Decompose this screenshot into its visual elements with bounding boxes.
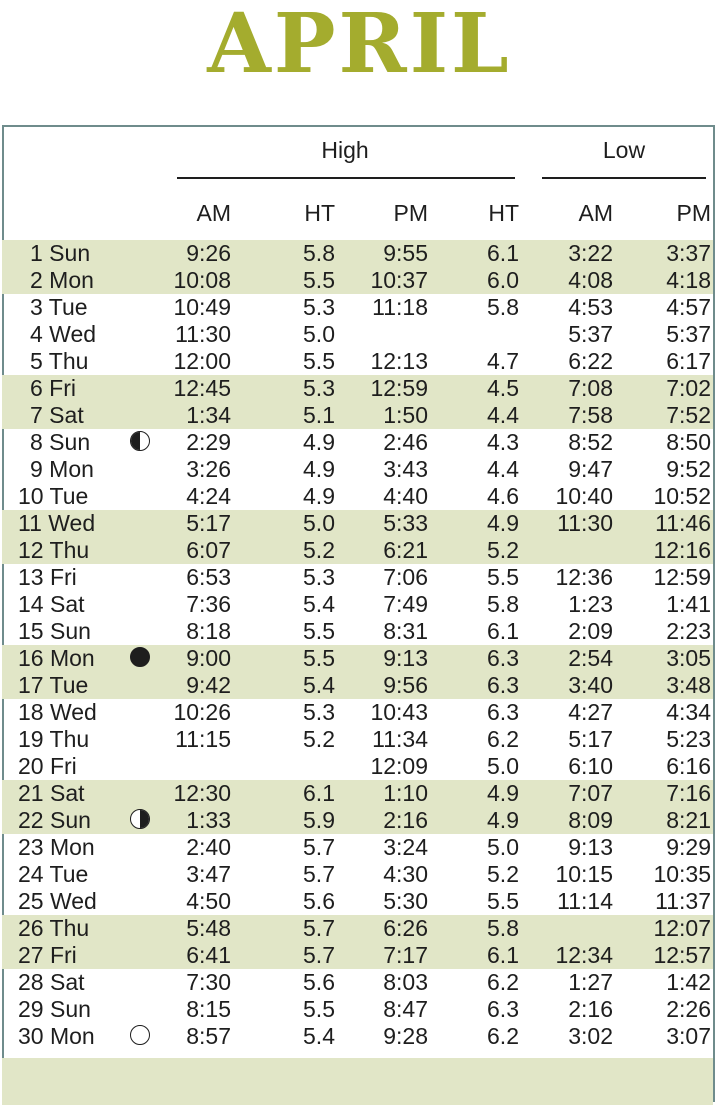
high-am-time: 3:26 xyxy=(186,456,231,482)
col-header-high-am-ht: HT xyxy=(304,200,335,226)
high-am-height: 5.1 xyxy=(303,402,335,428)
high-am-time: 9:42 xyxy=(186,672,231,698)
high-am-height: 4.9 xyxy=(303,456,335,482)
high-am-height: 5.5 xyxy=(303,348,335,374)
low-pm-time: 1:42 xyxy=(666,969,711,995)
high-pm-time: 8:31 xyxy=(383,618,428,644)
low-pm-time: 6:16 xyxy=(666,753,711,779)
high-pm-height: 5.8 xyxy=(487,294,519,320)
high-am-time: 4:24 xyxy=(186,483,231,509)
low-pm-time: 2:23 xyxy=(666,618,711,644)
low-group-header: Low xyxy=(602,137,646,163)
day-label: 29 Sun xyxy=(18,996,91,1022)
high-pm-height: 6.3 xyxy=(487,672,519,698)
low-pm-time: 7:52 xyxy=(666,402,711,428)
day-label: 16 Mon xyxy=(18,645,95,671)
table-row xyxy=(0,888,719,915)
high-am-time: 7:36 xyxy=(186,591,231,617)
high-am-time: 11:15 xyxy=(175,726,231,752)
high-pm-height: 4.9 xyxy=(487,510,519,536)
day-label: 12 Thu xyxy=(18,537,90,563)
high-am-height: 5.5 xyxy=(303,645,335,671)
low-am-time: 5:17 xyxy=(568,726,613,752)
low-am-time: 10:15 xyxy=(555,861,613,887)
moon-phase-full-icon xyxy=(130,1025,150,1045)
high-pm-time: 11:34 xyxy=(372,726,428,752)
table-row xyxy=(0,402,719,429)
low-pm-time: 4:18 xyxy=(666,267,711,293)
low-am-time: 11:14 xyxy=(557,888,613,914)
day-label: 27 Fri xyxy=(18,942,77,968)
low-pm-time: 12:07 xyxy=(653,915,711,941)
high-am-time: 8:15 xyxy=(186,996,231,1022)
low-am-time: 4:08 xyxy=(568,267,613,293)
high-am-height: 5.7 xyxy=(303,861,335,887)
col-header-low-pm: PM xyxy=(676,200,711,226)
high-am-height: 5.6 xyxy=(303,969,335,995)
high-pm-time: 9:55 xyxy=(383,240,428,266)
high-pm-height: 4.7 xyxy=(487,348,519,374)
month-title: APRIL xyxy=(207,0,512,92)
high-pm-time: 6:26 xyxy=(383,915,428,941)
high-pm-time: 11:18 xyxy=(372,294,428,320)
high-pm-height: 5.8 xyxy=(487,591,519,617)
low-am-time: 12:36 xyxy=(555,564,613,590)
low-am-time: 7:08 xyxy=(568,375,613,401)
table-row xyxy=(0,915,719,942)
high-pm-height: 5.5 xyxy=(487,888,519,914)
high-pm-time: 1:50 xyxy=(383,402,428,428)
low-pm-time: 3:07 xyxy=(666,1023,711,1049)
high-pm-time: 7:49 xyxy=(383,591,428,617)
high-pm-time: 5:30 xyxy=(383,888,428,914)
day-label: 28 Sat xyxy=(18,969,85,995)
table-row xyxy=(0,969,719,996)
high-am-height: 5.7 xyxy=(303,915,335,941)
high-am-height: 5.0 xyxy=(303,510,335,536)
day-label: 2 Mon xyxy=(30,267,94,293)
table-row xyxy=(0,699,719,726)
high-am-time: 10:26 xyxy=(173,699,231,725)
high-pm-time: 5:33 xyxy=(383,510,428,536)
high-pm-time: 12:09 xyxy=(370,753,428,779)
low-pm-time: 12:57 xyxy=(653,942,711,968)
low-pm-time: 4:57 xyxy=(666,294,711,320)
moon-phase-first-quarter-icon xyxy=(130,809,150,829)
table-row xyxy=(0,942,719,969)
high-am-height: 5.4 xyxy=(303,1023,335,1049)
high-am-height: 5.3 xyxy=(303,294,335,320)
high-am-time: 12:00 xyxy=(173,348,231,374)
day-label: 13 Fri xyxy=(18,564,77,590)
table-row xyxy=(0,294,719,321)
low-am-time: 12:34 xyxy=(555,942,613,968)
day-label: 1 Sun xyxy=(30,240,91,266)
table-row xyxy=(0,456,719,483)
high-am-time: 8:18 xyxy=(186,618,231,644)
high-pm-height: 4.5 xyxy=(487,375,519,401)
low-pm-time: 9:29 xyxy=(666,834,711,860)
high-pm-time: 7:06 xyxy=(383,564,428,590)
high-am-height: 5.4 xyxy=(303,591,335,617)
high-am-time: 5:17 xyxy=(186,510,231,536)
high-am-time: 6:07 xyxy=(186,537,231,563)
low-pm-time: 5:37 xyxy=(666,321,711,347)
low-pm-time: 12:16 xyxy=(653,537,711,563)
high-am-time: 11:30 xyxy=(175,321,231,347)
table-row xyxy=(0,780,719,807)
high-pm-height: 5.2 xyxy=(487,861,519,887)
high-pm-height: 4.9 xyxy=(487,807,519,833)
high-am-height: 5.3 xyxy=(303,375,335,401)
day-label: 23 Mon xyxy=(18,834,95,860)
table-row xyxy=(0,753,719,780)
low-am-time: 3:40 xyxy=(568,672,613,698)
high-pm-time: 7:17 xyxy=(383,942,428,968)
table-row xyxy=(0,645,719,672)
high-pm-time: 6:21 xyxy=(383,537,428,563)
day-label: 14 Sat xyxy=(18,591,85,617)
low-pm-time: 10:35 xyxy=(653,861,711,887)
high-pm-height: 5.8 xyxy=(487,915,519,941)
low-pm-time: 3:05 xyxy=(666,645,711,671)
high-am-time: 6:41 xyxy=(186,942,231,968)
high-pm-height: 5.5 xyxy=(487,564,519,590)
high-pm-height: 6.0 xyxy=(487,267,519,293)
high-pm-time: 9:56 xyxy=(383,672,428,698)
high-am-time: 1:33 xyxy=(186,807,231,833)
high-am-height: 5.7 xyxy=(303,942,335,968)
table-row xyxy=(0,537,719,564)
day-label: 4 Wed xyxy=(30,321,97,347)
high-pm-height: 6.1 xyxy=(487,942,519,968)
low-pm-time: 8:50 xyxy=(666,429,711,455)
high-pm-height: 6.3 xyxy=(487,996,519,1022)
low-group-rule xyxy=(542,177,706,179)
table-row xyxy=(0,510,719,537)
high-am-time: 3:47 xyxy=(186,861,231,887)
high-pm-height: 4.4 xyxy=(487,456,519,482)
high-am-height: 5.8 xyxy=(303,240,335,266)
high-am-height: 5.3 xyxy=(303,699,335,725)
high-pm-time: 8:47 xyxy=(383,996,428,1022)
low-pm-time: 9:52 xyxy=(666,456,711,482)
low-pm-time: 7:16 xyxy=(666,780,711,806)
high-am-height: 5.5 xyxy=(303,267,335,293)
day-label: 30 Mon xyxy=(18,1023,95,1049)
table-row xyxy=(0,483,719,510)
high-am-time: 9:00 xyxy=(186,645,231,671)
day-label: 26 Thu xyxy=(18,915,90,941)
high-am-time: 5:48 xyxy=(186,915,231,941)
day-label: 17 Tue xyxy=(18,672,89,698)
high-pm-height: 4.3 xyxy=(487,429,519,455)
high-pm-height: 5.0 xyxy=(487,834,519,860)
low-am-time: 2:54 xyxy=(568,645,613,671)
high-pm-time: 3:43 xyxy=(383,456,428,482)
low-pm-time: 11:46 xyxy=(655,510,711,536)
day-label: 22 Sun xyxy=(18,807,91,833)
high-pm-time: 2:46 xyxy=(383,429,428,455)
low-am-time: 7:58 xyxy=(568,402,613,428)
low-pm-time: 1:41 xyxy=(666,591,711,617)
high-am-height: 4.9 xyxy=(303,429,335,455)
high-am-time: 2:40 xyxy=(186,834,231,860)
low-am-time: 2:09 xyxy=(568,618,613,644)
footer-shading-band xyxy=(2,1058,713,1105)
low-am-time: 3:22 xyxy=(568,240,613,266)
high-group-rule xyxy=(177,177,515,179)
low-pm-time: 3:37 xyxy=(666,240,711,266)
high-am-height: 5.3 xyxy=(303,564,335,590)
high-pm-time: 9:28 xyxy=(383,1023,428,1049)
high-pm-height: 5.0 xyxy=(487,753,519,779)
day-label: 18 Wed xyxy=(18,699,97,725)
col-header-high-am: AM xyxy=(196,200,231,226)
low-am-time: 6:22 xyxy=(568,348,613,374)
table-row xyxy=(0,672,719,699)
high-pm-time: 10:37 xyxy=(370,267,428,293)
high-pm-time: 12:13 xyxy=(370,348,428,374)
low-pm-time: 12:59 xyxy=(653,564,711,590)
high-am-time: 12:30 xyxy=(173,780,231,806)
day-label: 5 Thu xyxy=(30,348,89,374)
low-am-time: 6:10 xyxy=(568,753,613,779)
low-pm-time: 5:23 xyxy=(666,726,711,752)
day-label: 25 Wed xyxy=(18,888,97,914)
low-am-time: 7:07 xyxy=(568,780,613,806)
low-am-time: 4:27 xyxy=(568,699,613,725)
table-row xyxy=(0,267,719,294)
day-label: 7 Sat xyxy=(30,402,84,428)
high-pm-time: 2:16 xyxy=(383,807,428,833)
low-pm-time: 8:21 xyxy=(666,807,711,833)
day-label: 8 Sun xyxy=(30,429,91,455)
low-pm-time: 7:02 xyxy=(666,375,711,401)
high-pm-time: 9:13 xyxy=(383,645,428,671)
table-row xyxy=(0,807,719,834)
low-pm-time: 3:48 xyxy=(666,672,711,698)
high-am-height: 5.2 xyxy=(303,726,335,752)
low-am-time: 1:27 xyxy=(568,969,613,995)
high-am-time: 7:30 xyxy=(186,969,231,995)
high-pm-height: 6.1 xyxy=(487,240,519,266)
table-row xyxy=(0,861,719,888)
high-pm-height: 6.2 xyxy=(487,726,519,752)
low-am-time: 3:02 xyxy=(568,1023,613,1049)
high-pm-time: 4:30 xyxy=(383,861,428,887)
day-label: 19 Thu xyxy=(18,726,90,752)
col-header-high-pm-ht: HT xyxy=(488,200,519,226)
table-row xyxy=(0,996,719,1023)
day-label: 9 Mon xyxy=(30,456,94,482)
low-pm-time: 6:17 xyxy=(666,348,711,374)
high-am-time: 9:26 xyxy=(186,240,231,266)
low-am-time: 8:52 xyxy=(568,429,613,455)
high-pm-time: 8:03 xyxy=(383,969,428,995)
low-am-time: 10:40 xyxy=(555,483,613,509)
table-row xyxy=(0,348,719,375)
high-am-height: 5.6 xyxy=(303,888,335,914)
day-label: 15 Sun xyxy=(18,618,91,644)
high-pm-time: 10:43 xyxy=(370,699,428,725)
table-row xyxy=(0,375,719,402)
day-label: 24 Tue xyxy=(18,861,89,887)
high-am-height: 5.0 xyxy=(303,321,335,347)
high-am-height: 4.9 xyxy=(303,483,335,509)
high-am-height: 5.4 xyxy=(303,672,335,698)
low-am-time: 9:47 xyxy=(568,456,613,482)
day-label: 20 Fri xyxy=(18,753,77,779)
high-am-time: 10:49 xyxy=(173,294,231,320)
day-label: 6 Fri xyxy=(30,375,76,401)
table-row xyxy=(0,834,719,861)
low-am-time: 1:23 xyxy=(568,591,613,617)
high-am-time: 6:53 xyxy=(186,564,231,590)
high-pm-height: 4.4 xyxy=(487,402,519,428)
low-am-time: 9:13 xyxy=(568,834,613,860)
col-header-high-pm: PM xyxy=(393,200,428,226)
day-label: 21 Sat xyxy=(18,780,85,806)
high-am-height: 5.5 xyxy=(303,996,335,1022)
high-pm-height: 6.2 xyxy=(487,969,519,995)
table-row xyxy=(0,429,719,456)
high-pm-height: 6.1 xyxy=(487,618,519,644)
high-pm-height: 5.2 xyxy=(487,537,519,563)
low-pm-time: 2:26 xyxy=(666,996,711,1022)
low-am-time: 2:16 xyxy=(568,996,613,1022)
low-pm-time: 11:37 xyxy=(655,888,711,914)
day-label: 10 Tue xyxy=(18,483,89,509)
high-group-header: High xyxy=(321,137,369,163)
high-pm-height: 6.3 xyxy=(487,699,519,725)
low-am-time: 11:30 xyxy=(557,510,613,536)
high-pm-height: 6.2 xyxy=(487,1023,519,1049)
high-pm-height: 4.9 xyxy=(487,780,519,806)
high-am-height: 5.7 xyxy=(303,834,335,860)
low-am-time: 5:37 xyxy=(568,321,613,347)
table-row xyxy=(0,564,719,591)
low-pm-time: 10:52 xyxy=(653,483,711,509)
high-am-height: 5.9 xyxy=(303,807,335,833)
low-am-time: 4:53 xyxy=(568,294,613,320)
high-am-height: 5.2 xyxy=(303,537,335,563)
day-label: 3 Tue xyxy=(30,294,88,320)
high-pm-time: 4:40 xyxy=(383,483,428,509)
low-am-time: 8:09 xyxy=(568,807,613,833)
table-row xyxy=(0,321,719,348)
day-label: 11 Wed xyxy=(18,510,96,536)
table-row xyxy=(0,1023,719,1050)
table-row xyxy=(0,240,719,267)
high-am-time: 12:45 xyxy=(173,375,231,401)
high-am-time: 1:34 xyxy=(186,402,231,428)
high-am-time: 4:50 xyxy=(186,888,231,914)
high-am-height: 5.5 xyxy=(303,618,335,644)
high-am-time: 10:08 xyxy=(173,267,231,293)
table-row xyxy=(0,591,719,618)
high-pm-time: 1:10 xyxy=(383,780,428,806)
table-row xyxy=(0,618,719,645)
high-am-height: 6.1 xyxy=(303,780,335,806)
moon-phase-new-icon xyxy=(130,647,150,667)
high-pm-time: 3:24 xyxy=(383,834,428,860)
col-header-low-am: AM xyxy=(578,200,613,226)
moon-phase-last-quarter-icon xyxy=(130,431,150,451)
low-pm-time: 4:34 xyxy=(666,699,711,725)
high-am-time: 8:57 xyxy=(186,1023,231,1049)
high-pm-height: 6.3 xyxy=(487,645,519,671)
high-am-time: 2:29 xyxy=(186,429,231,455)
table-row xyxy=(0,726,719,753)
high-pm-time: 12:59 xyxy=(370,375,428,401)
high-pm-height: 4.6 xyxy=(487,483,519,509)
